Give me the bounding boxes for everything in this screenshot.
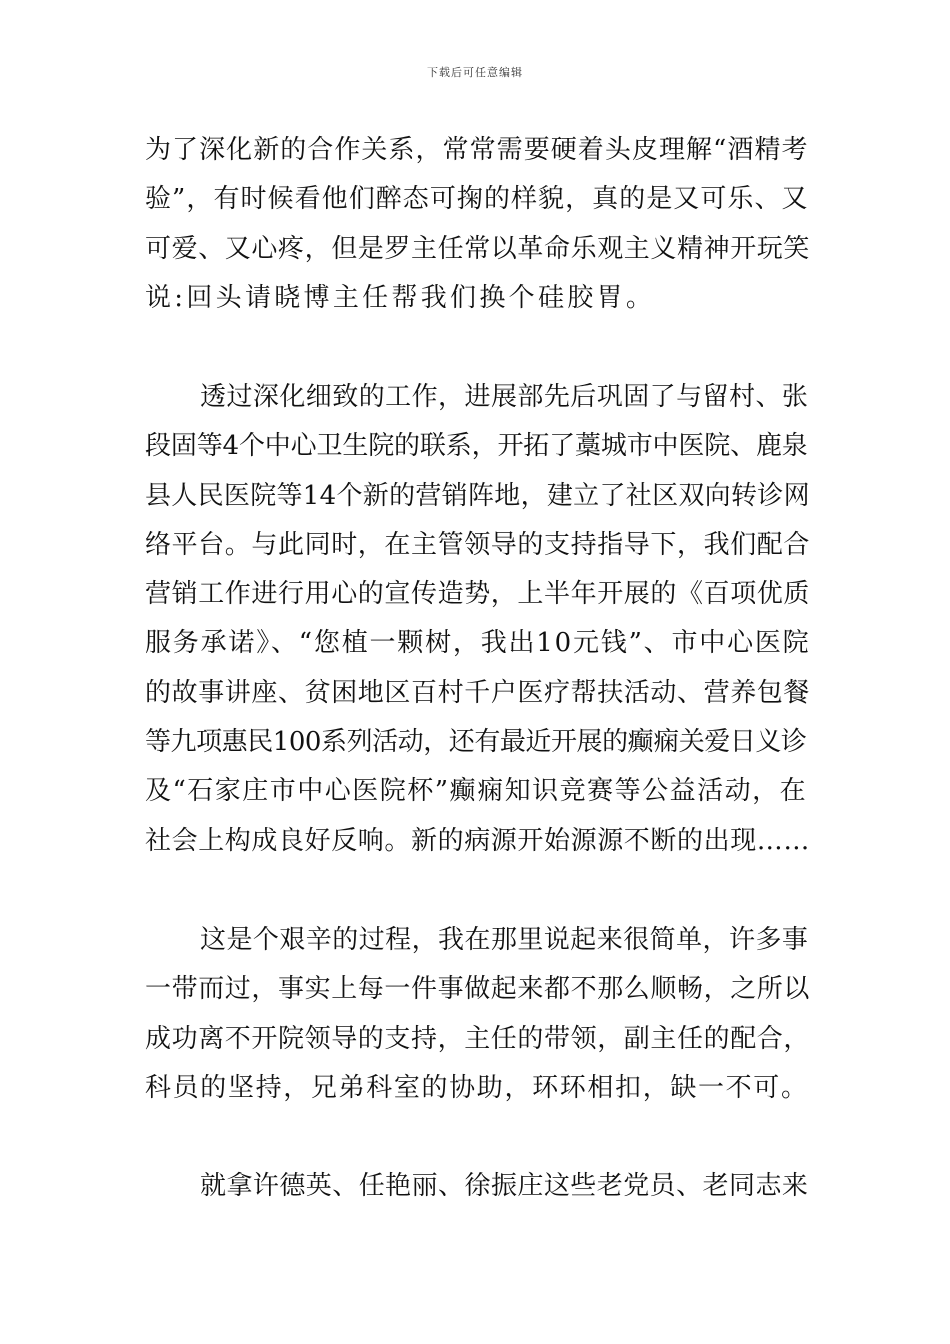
- paragraph-4: [145, 1162, 810, 1211]
- paragraph-line: 一带而过，事实上每一件事做起来都不那么顺畅，之所以: [145, 974, 811, 1005]
- paragraph-line: 服务承诺》、“您植一颗树，我出10元钱”、市中心医院: [145, 628, 811, 659]
- paragraph-line: 透过深化细致的工作，进展部先后巩固了与留村、张: [200, 382, 809, 412]
- paragraph-line: 营销工作进行用心的宣传造势，上半年开展的《百项优质: [145, 579, 811, 610]
- paragraph-line: 社会上构成良好反响。新的病源开始源源不断的出现……: [145, 825, 811, 856]
- paragraph-line: 就拿许德英、任艳丽、徐振庄这些老党员、老同志来: [200, 1171, 809, 1201]
- paragraph-line: 的故事讲座、贫困地区百村千户医疗帮扶活动、营养包餐: [145, 677, 811, 708]
- paragraph-line: 可爱、又心疼，但是罗主任常以革命乐观主义精神开玩笑: [145, 233, 811, 264]
- paragraph-line: 为了深化新的合作关系，常常需要硬着头皮理解“酒精考: [145, 135, 809, 165]
- paragraph-line: 县人民医院等14个新的营销阵地，建立了社区双向转诊网: [145, 480, 810, 511]
- paragraph-3: [145, 916, 810, 1113]
- paragraph-line: 说:回头请晓博主任帮我们换个硅胶胃。: [145, 282, 656, 313]
- paragraph-line: 及“石家庄市中心医院杯”癫痫知识竞赛等公益活动，在: [145, 776, 808, 807]
- paragraph-line: 科员的坚持，兄弟科室的协助，环环相扣，缺一不可。: [145, 1072, 809, 1103]
- paragraph-line: 段固等4个中心卫生院的联系，开拓了藁城市中医院、鹿泉: [145, 431, 808, 462]
- paragraph-1: [145, 126, 810, 323]
- paragraph-line: 等九项惠民100系列活动，还有最近开展的癫痫关爱日义诊: [145, 727, 807, 758]
- paragraph-line: 这是个艰辛的过程，我在那里说起来很简单，许多事: [200, 925, 809, 955]
- paragraph-line: 成功离不开院领导的支持，主任的带领，副主任的配合，: [145, 1023, 811, 1054]
- paragraph-line: 络平台。与此同时，在主管领导的支持指导下，我们配合: [145, 529, 811, 560]
- page-header: 下载后可任意编辑: [427, 66, 523, 79]
- paragraph-2: [145, 373, 810, 866]
- paragraph-line: 验”，有时候看他们醉态可掬的样貌，真的是又可乐、又: [145, 184, 809, 215]
